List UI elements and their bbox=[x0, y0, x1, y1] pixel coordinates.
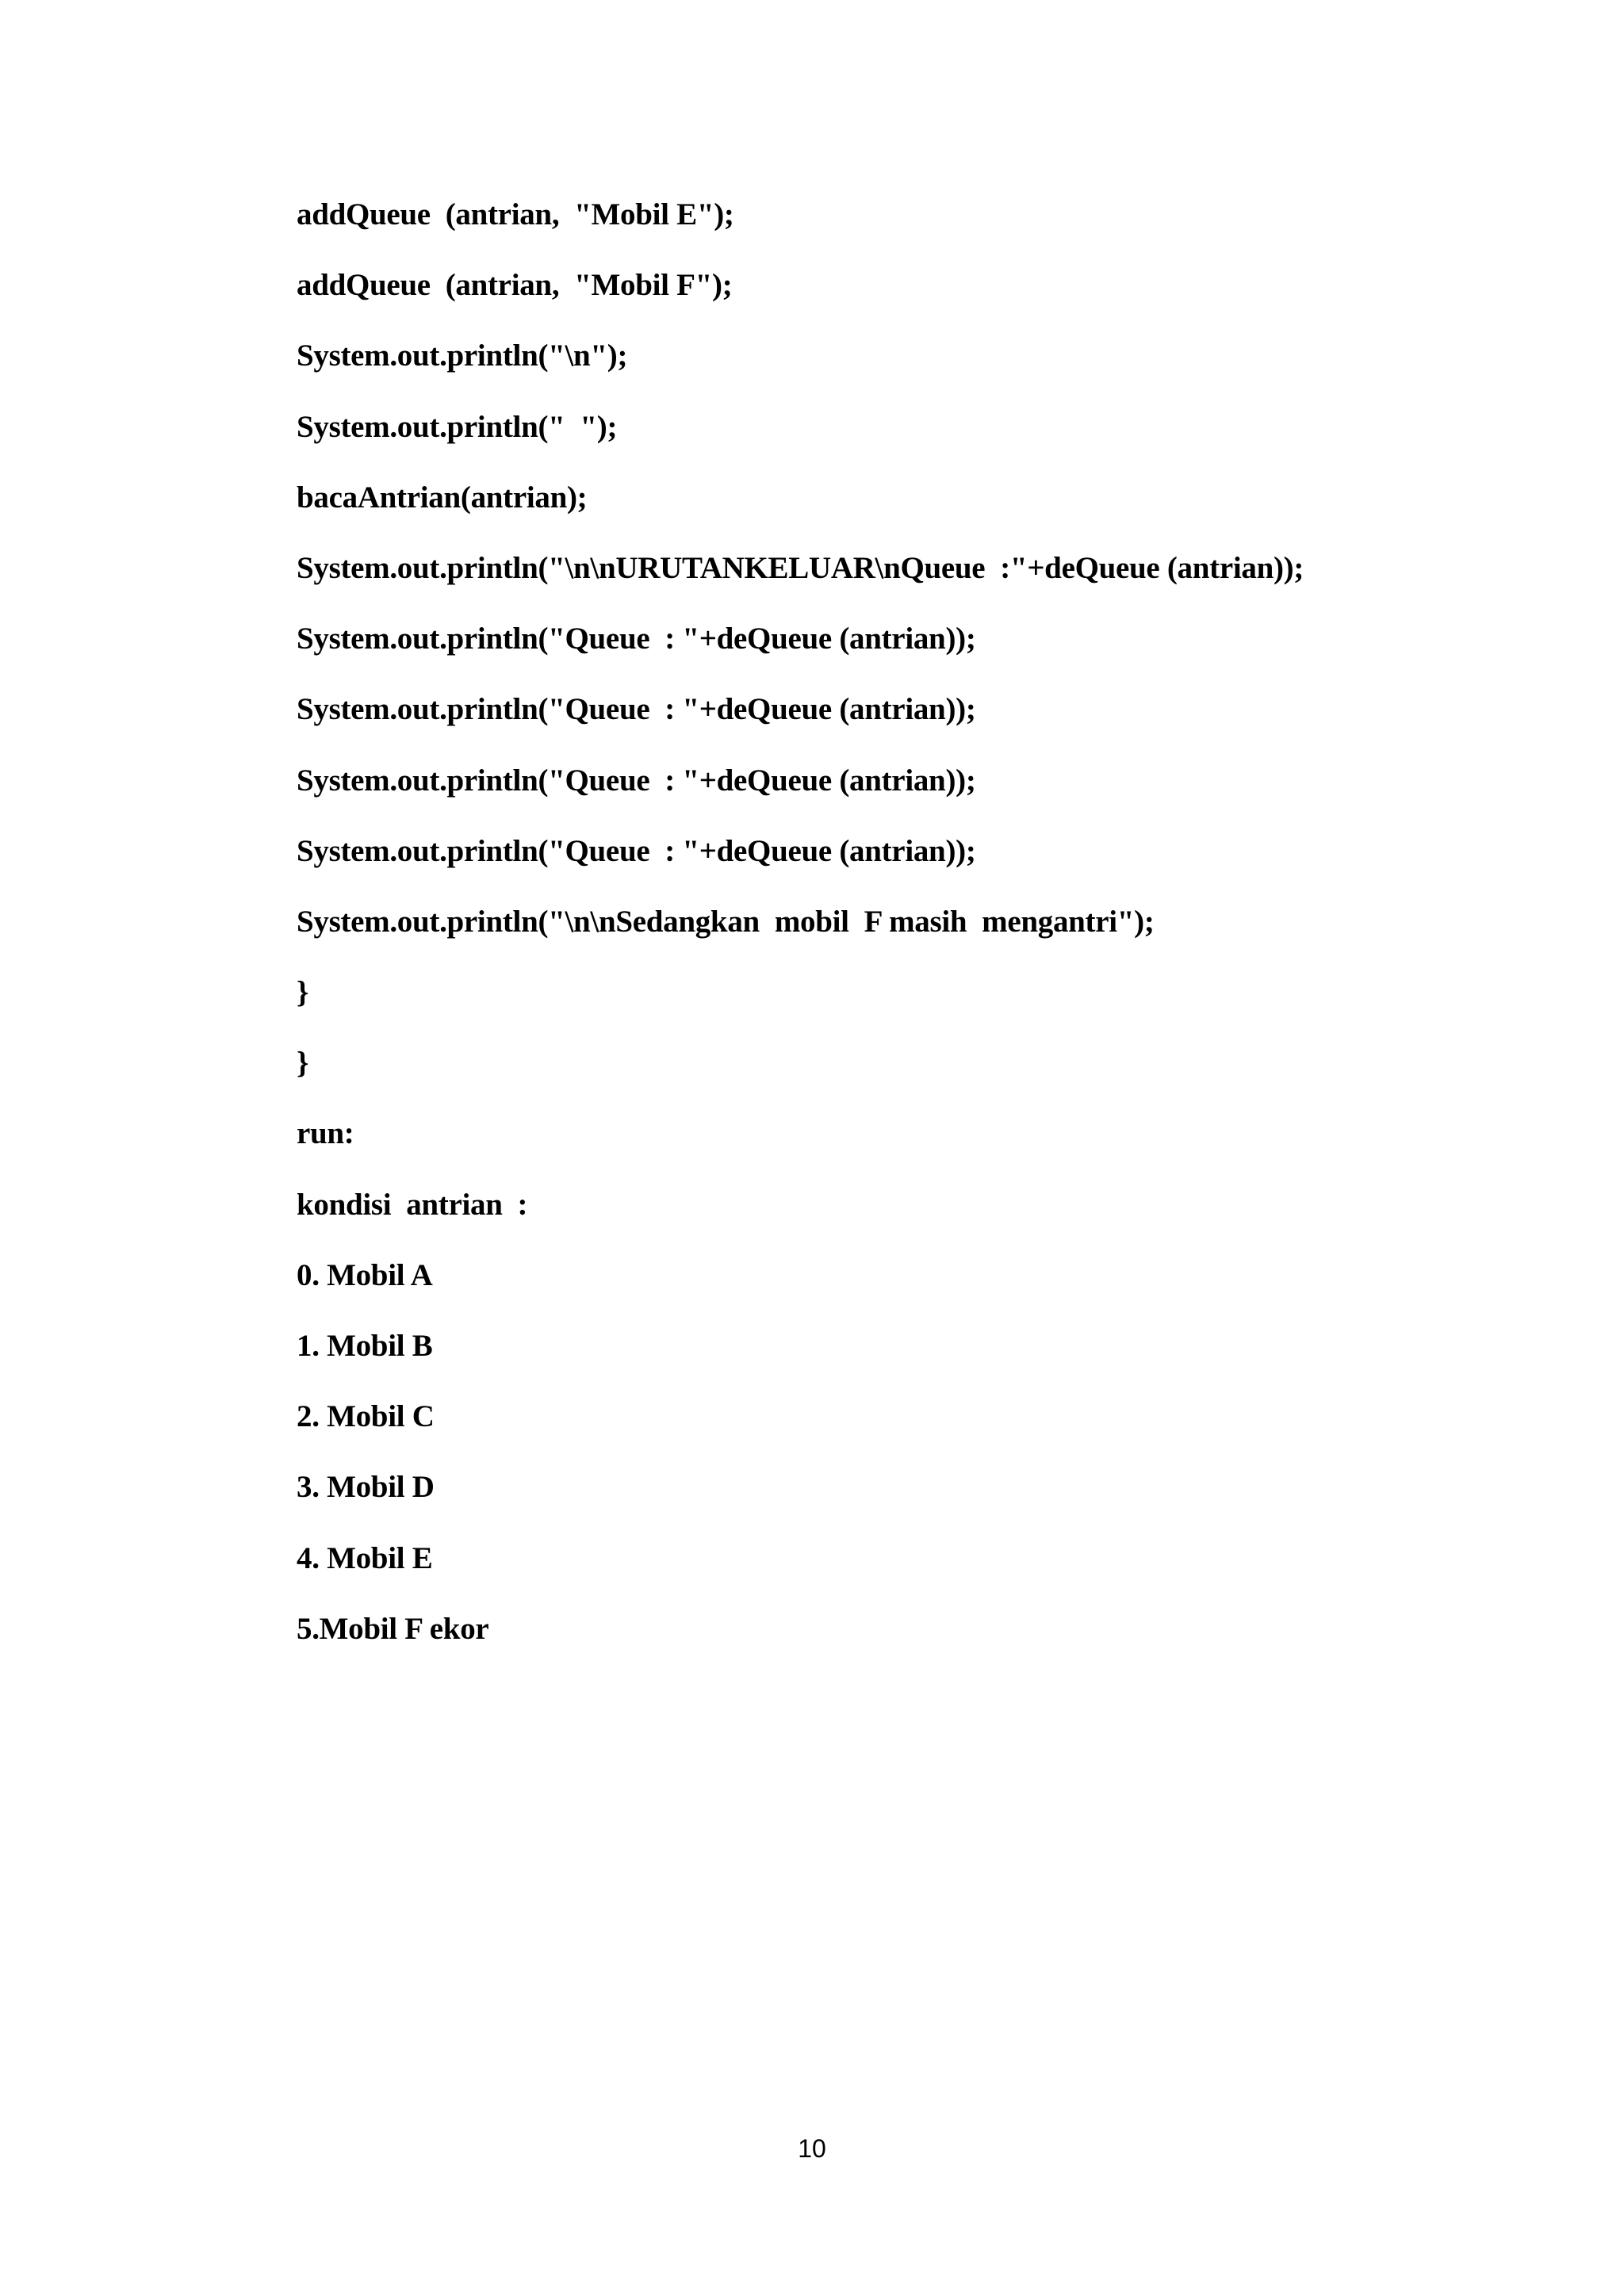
code-line: bacaAntrian(antrian); bbox=[297, 480, 588, 515]
output-line: 3. Mobil D bbox=[297, 1470, 435, 1505]
output-line: 2. Mobil C bbox=[297, 1399, 435, 1434]
code-line: System.out.println("\n\nURUTANKELUAR\nQueue :"+deQueue (antrian)); bbox=[297, 550, 1304, 585]
output-line: 4. Mobil E bbox=[297, 1540, 433, 1575]
output-line: 0. Mobil A bbox=[297, 1257, 433, 1292]
code-line: addQueue (antrian, "Mobil E"); bbox=[297, 197, 734, 232]
output-line: 1. Mobil B bbox=[297, 1329, 433, 1363]
code-line: System.out.println("Queue : "+deQueue (antrian)); bbox=[297, 692, 976, 727]
code-line: System.out.println("Queue : "+deQueue (antrian)); bbox=[297, 622, 976, 656]
code-line: System.out.println(" "); bbox=[297, 409, 618, 444]
output-line: kondisi antrian : bbox=[297, 1187, 528, 1222]
code-line: System.out.println("Queue : "+deQueue (antrian)); bbox=[297, 833, 976, 868]
closing-brace: } bbox=[297, 1046, 309, 1081]
code-line: System.out.println("\n"); bbox=[297, 339, 628, 373]
closing-brace: } bbox=[297, 975, 309, 1010]
code-listing bbox=[297, 192, 1526, 1677]
code-line: System.out.println("Queue : "+deQueue (antrian)); bbox=[297, 763, 976, 798]
code-line: addQueue (antrian, "Mobil F"); bbox=[297, 268, 733, 303]
run-output-label: run: bbox=[297, 1116, 354, 1151]
page-number: 10 bbox=[798, 2134, 826, 2163]
code-line: System.out.println("\n\nSedangkan mobil F masih mengantri"); bbox=[297, 904, 1155, 939]
output-line: 5.Mobil F ekor bbox=[297, 1611, 489, 1646]
